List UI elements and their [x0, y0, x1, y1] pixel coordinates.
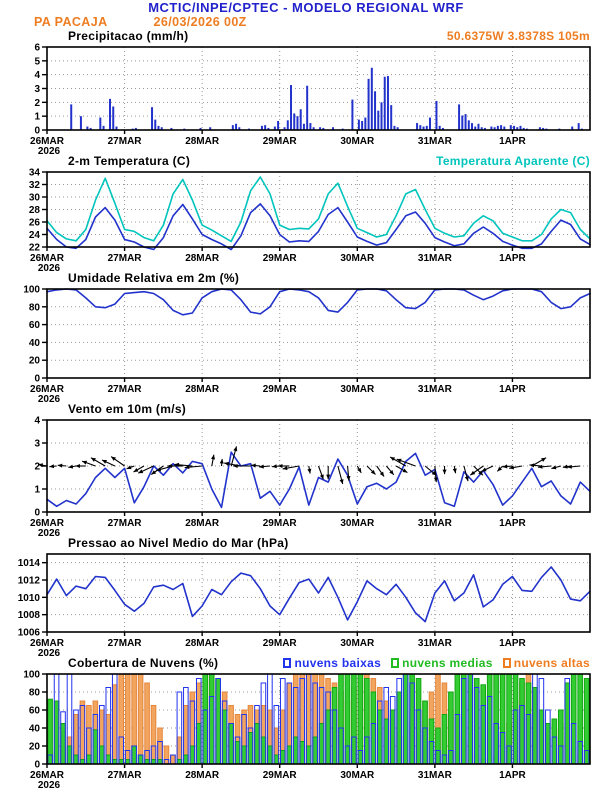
pressure-chart — [0, 550, 612, 656]
svg-text:20: 20 — [28, 741, 40, 753]
cloud-cover-chart — [0, 670, 612, 792]
svg-text:31MAR: 31MAR — [417, 384, 452, 395]
humidity-chart — [0, 285, 612, 402]
svg-text:29MAR: 29MAR — [262, 384, 297, 395]
svg-text:28MAR: 28MAR — [185, 253, 220, 264]
svg-text:60: 60 — [28, 705, 40, 717]
panel-pressure — [0, 536, 612, 656]
svg-text:1APR: 1APR — [499, 136, 526, 147]
page-title: MCTIC/INPE/CPTEC - MODELO REGIONAL WRF — [148, 0, 464, 15]
svg-text:1APR: 1APR — [499, 253, 526, 264]
svg-text:3: 3 — [34, 438, 40, 450]
svg-text:3: 3 — [34, 84, 40, 95]
svg-text:26MAR: 26MAR — [30, 253, 64, 264]
panel-humidity — [0, 271, 612, 402]
svg-text:2026: 2026 — [37, 394, 61, 402]
svg-text:28MAR: 28MAR — [185, 384, 220, 395]
svg-text:29MAR: 29MAR — [262, 253, 297, 264]
svg-text:1: 1 — [34, 111, 40, 123]
svg-text:28MAR: 28MAR — [185, 518, 220, 529]
svg-text:34: 34 — [28, 168, 40, 179]
legend-item-low-clouds — [283, 656, 381, 670]
svg-text:31MAR: 31MAR — [417, 136, 452, 147]
station-header — [0, 15, 612, 29]
svg-text:30MAR: 30MAR — [340, 384, 375, 395]
cloud-cover-title: Cobertura de Nuvens (%) — [68, 656, 219, 670]
legend-item-mid-clouds — [391, 656, 493, 670]
wind-title: Vento em 10m (m/s) — [68, 402, 187, 416]
svg-text:1APR: 1APR — [499, 638, 526, 649]
cloud-legend — [283, 656, 590, 670]
svg-text:2026: 2026 — [37, 263, 61, 271]
svg-text:26MAR: 26MAR — [30, 770, 64, 781]
svg-text:0: 0 — [34, 759, 40, 771]
svg-text:27MAR: 27MAR — [107, 518, 142, 529]
svg-text:0: 0 — [34, 125, 40, 137]
svg-text:26MAR: 26MAR — [30, 638, 64, 649]
precipitation-chart — [0, 43, 612, 154]
mid-clouds-swatch-icon — [391, 658, 399, 668]
svg-text:5: 5 — [34, 56, 40, 68]
panel-precipitation — [0, 29, 612, 154]
svg-text:29MAR: 29MAR — [262, 518, 297, 529]
svg-text:27MAR: 27MAR — [107, 638, 142, 649]
svg-text:26MAR: 26MAR — [30, 384, 64, 395]
humidity-title: Umidade Relativa em 2m (%) — [68, 271, 240, 285]
temperature-chart — [0, 168, 612, 271]
svg-text:27MAR: 27MAR — [107, 253, 142, 264]
svg-text:26MAR: 26MAR — [30, 518, 64, 529]
high-clouds-label: nuvens altas — [513, 656, 590, 670]
svg-text:31MAR: 31MAR — [417, 518, 452, 529]
svg-text:100: 100 — [23, 285, 40, 296]
svg-text:30MAR: 30MAR — [340, 136, 375, 147]
svg-text:27MAR: 27MAR — [107, 770, 142, 781]
svg-text:31MAR: 31MAR — [417, 253, 452, 264]
svg-text:24: 24 — [28, 230, 40, 241]
svg-text:20: 20 — [28, 355, 40, 367]
model-run-datetime: 26/03/2026 00Z — [153, 15, 247, 29]
svg-text:29MAR: 29MAR — [262, 136, 297, 147]
svg-text:30MAR: 30MAR — [340, 253, 375, 264]
svg-text:27MAR: 27MAR — [107, 384, 142, 395]
svg-text:30: 30 — [28, 192, 40, 204]
svg-text:60: 60 — [28, 320, 40, 332]
svg-text:2: 2 — [34, 97, 40, 109]
svg-text:28MAR: 28MAR — [185, 638, 220, 649]
svg-text:2: 2 — [34, 461, 40, 473]
svg-text:80: 80 — [28, 302, 40, 314]
svg-text:28: 28 — [28, 205, 40, 216]
svg-text:29MAR: 29MAR — [262, 770, 297, 781]
svg-text:0: 0 — [34, 373, 40, 385]
location-coordinates-label: 50.6375W 3.8378S 105m — [446, 29, 590, 43]
precipitation-title: Precipitacao (mm/h) — [68, 29, 189, 43]
svg-text:40: 40 — [28, 723, 40, 735]
svg-text:1006: 1006 — [17, 627, 40, 639]
svg-text:29MAR: 29MAR — [262, 638, 297, 649]
svg-text:1010: 1010 — [17, 592, 40, 604]
svg-text:2026: 2026 — [37, 780, 61, 791]
legend-item-high-clouds — [503, 656, 590, 670]
svg-text:4: 4 — [34, 70, 40, 82]
svg-text:26: 26 — [28, 217, 40, 229]
station-name: PA PACAJA — [34, 15, 108, 29]
temperature-title: 2-m Temperatura (C) — [68, 154, 191, 168]
svg-text:0: 0 — [34, 507, 40, 519]
svg-text:26MAR: 26MAR — [30, 136, 64, 147]
panel-wind — [0, 402, 612, 536]
pressure-title: Pressao ao Nivel Medio do Mar (hPa) — [68, 536, 289, 550]
svg-text:1008: 1008 — [17, 610, 40, 622]
svg-text:2026: 2026 — [37, 648, 61, 656]
svg-text:1APR: 1APR — [499, 384, 526, 395]
svg-text:40: 40 — [28, 337, 40, 349]
svg-text:1012: 1012 — [17, 575, 40, 587]
panel-cloud-cover — [0, 656, 612, 792]
svg-text:2026: 2026 — [37, 528, 61, 536]
svg-text:1APR: 1APR — [499, 518, 526, 529]
svg-text:1014: 1014 — [17, 558, 40, 570]
mid-clouds-label: nuvens medias — [402, 656, 493, 670]
svg-text:31MAR: 31MAR — [417, 770, 452, 781]
apparent-temperature-legend: Temperatura Aparente (C) — [436, 154, 590, 168]
svg-text:80: 80 — [28, 687, 40, 699]
svg-text:1APR: 1APR — [499, 770, 526, 781]
svg-text:4: 4 — [34, 416, 40, 427]
panel-temperature — [0, 154, 612, 271]
low-clouds-swatch-icon — [283, 658, 291, 668]
svg-text:1: 1 — [34, 484, 40, 496]
wind-chart — [0, 416, 612, 536]
svg-text:2026: 2026 — [37, 146, 61, 154]
svg-text:31MAR: 31MAR — [417, 638, 452, 649]
svg-text:30MAR: 30MAR — [340, 518, 375, 529]
svg-text:32: 32 — [28, 180, 40, 191]
svg-text:22: 22 — [28, 242, 40, 254]
svg-text:6: 6 — [34, 43, 40, 54]
low-clouds-label: nuvens baixas — [294, 656, 382, 670]
svg-text:28MAR: 28MAR — [185, 136, 220, 147]
svg-text:28MAR: 28MAR — [185, 770, 220, 781]
svg-text:100: 100 — [23, 670, 40, 681]
high-clouds-swatch-icon — [503, 658, 511, 668]
svg-text:27MAR: 27MAR — [107, 136, 142, 147]
svg-text:30MAR: 30MAR — [340, 770, 375, 781]
svg-text:30MAR: 30MAR — [340, 638, 375, 649]
